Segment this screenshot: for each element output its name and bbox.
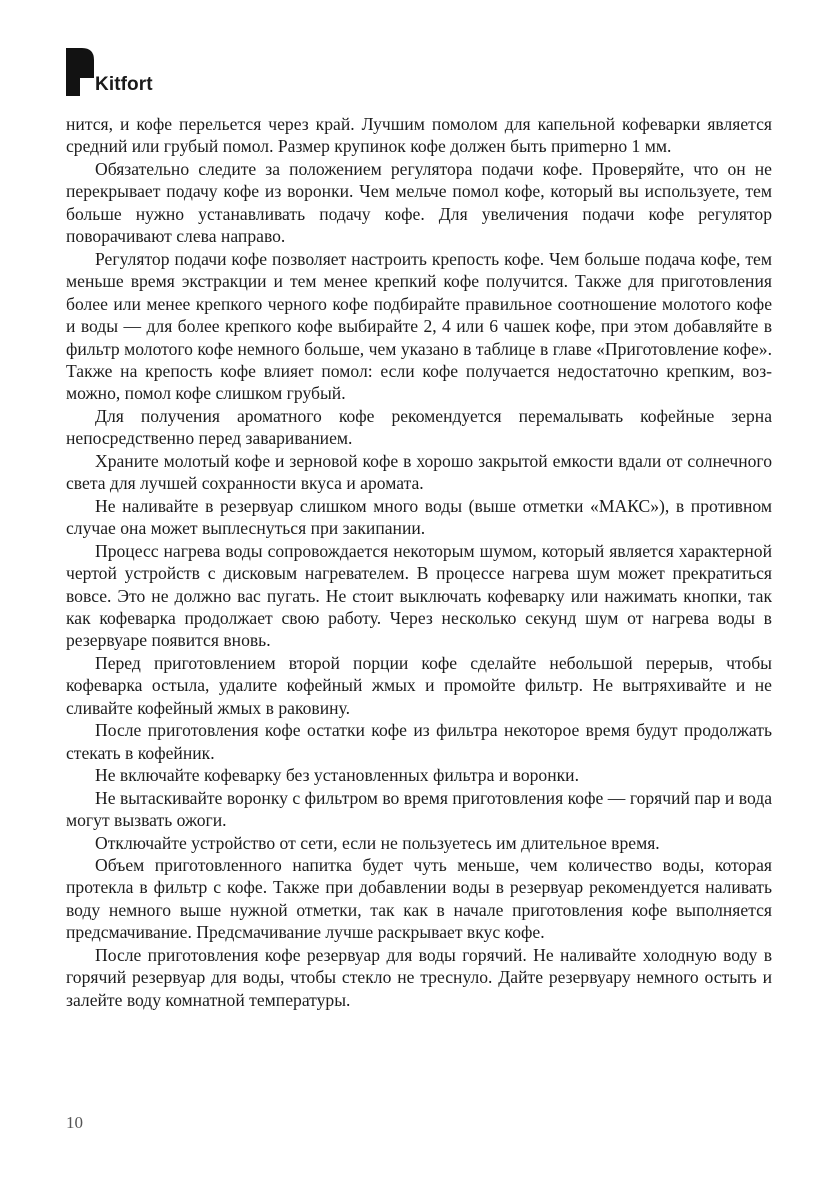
paragraph: Для получения ароматного кофе рекомендуется перемалывать кофейные зерна непосредственно перед завариванием.: [66, 405, 772, 449]
brand-logo: [66, 46, 153, 96]
paragraph: Отключайте устройство от сети, если не пользуетесь им длительное время.: [95, 832, 660, 853]
page-number: 10: [66, 1113, 83, 1132]
paragraph: Не включайте кофеварку без установленных фильтра и воронки.: [95, 765, 579, 786]
paragraph: После приготовления кофе резервуар для воды горячий. Не наливайте холодную воду в горячий резервуар для воды, чтобы стекло не треснуло. Дайте резервуару немного остыть и залейте воду комнатной температуры.: [66, 944, 772, 1010]
paragraph: После приготовления кофе остатки кофе из фильтра некоторое время будут продолжать стекать в кофейник.: [66, 720, 772, 763]
paragraph: Храните молотый кофе и зерновой кофе в хорошо закрытой емкости вдали от солнечного света для лучшей сохранности вкуса и аромата.: [66, 450, 772, 494]
paragraph: нится, и кофе перельется через край. Лучшим помолом для капельной кофеварки является средний или грубый помол. Размер крупинок кофе должен быть приmерно 1 мм.: [66, 114, 772, 157]
paragraph: Процесс нагрева воды сопровождается некоторым шумом, который является характерной чертой устройств с дисковым нагревателем. В процессе нагрева шум может прекратиться вовсе. Это не должно вас пугать. Не стоит выключать кофеварку или нажимать кнопки, так как кофеварка продолжает свою работу. Через несколько секунд шум от нагрева воды в резервуаре появится вновь.: [66, 540, 772, 651]
paragraph: Перед приготовлением второй порции кофе сделайте небольшой перерыв, чтобы кофеварка остыла, удалите кофейный жмых и промойте фильтр. Не вытряхивайте и не сливайте кофейный жмых в раковину.: [66, 652, 772, 718]
paragraph: Регулятор подачи кофе позволяет настроить крепость кофе. Чем больше подача кофе, тем меньше время экстракции и тем менее крепкий кофе получится. Также для приготовления более или менее крепкого черного кофе подбирайте правильное соотношение молотого кофе и воды — для более крепкого кофе выбирайте 2, 4 или 6 чашек кофе, при этом добавляйте в фильтр молотого кофе немного больше, чем указано в таблице в главе «Приготовление кофе». Также на крепость кофе влияет помол: если кофе получается недостаточно крепким, возможно, помол кофе слишком грубый.: [66, 248, 772, 404]
paragraph: Обязательно следите за положением регулятора подачи кофе. Проверяйте, что он не перекрывает подачу кофе из воронки. Чем мельче помол кофе, который вы используете, тем больше нужно устанавливать подачу кофе. Для увеличения подачи кофе регулятор поворачивают слева направо.: [66, 158, 772, 247]
paragraph: Объем приготовленного напитка будет чуть меньше, чем количество воды, которая протекла в фильтр с кофе. Также при добавлении воды в резервуар рекомендуется наливать воду немного выше нужной отметки, так как в начале приготовления кофе выполняется предсмачивание. Предсмачивание лучше раскрывает вкус кофе.: [66, 854, 772, 943]
brand-name: Kitfort: [95, 74, 153, 95]
paragraph: Не вытаскивайте воронку с фильтром во время приготовления кофе — горячий пар и вода могут вызвать ожоги.: [66, 787, 772, 831]
document-body: [66, 113, 772, 1011]
kitfort-logo-icon: [66, 48, 94, 96]
paragraph: Не наливайте в резервуар слишком много воды (выше отметки «МАКС»), в противном случае она может выплеснуться при закипании.: [66, 495, 772, 539]
